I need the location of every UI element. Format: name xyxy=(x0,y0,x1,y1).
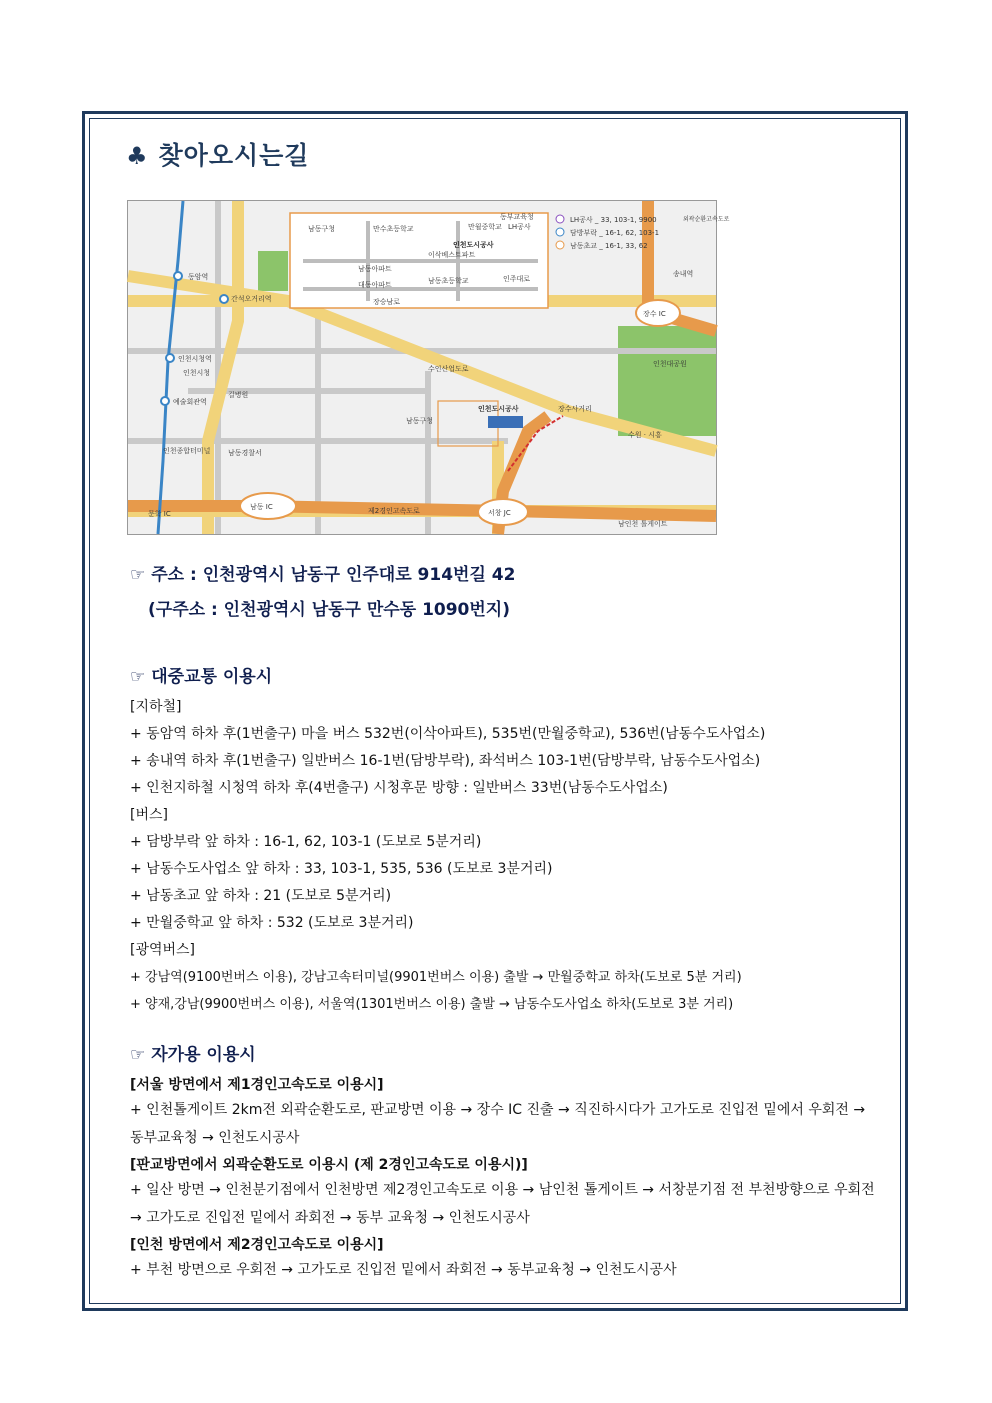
park-area-small xyxy=(258,251,288,291)
map-label: 남동구청 xyxy=(406,417,434,425)
inset-label: 인주대로 xyxy=(503,275,531,283)
subway-label: [지하철] xyxy=(130,699,182,715)
inset-label: 남동구청 xyxy=(308,225,336,233)
location-map xyxy=(127,200,730,535)
pointing-hand-icon: ☞ xyxy=(130,565,146,585)
map-label: 인천시청 xyxy=(183,369,211,377)
office-building xyxy=(488,416,523,428)
legend-item: 남동초교 _ 16-1, 33, 62 xyxy=(570,242,648,250)
inset-label: 만수초등학교 xyxy=(373,225,414,233)
inset-label: 남동아파트 xyxy=(358,265,392,273)
map-label: 남인천 톨게이트 xyxy=(618,520,668,528)
car-route1-label: [서울 방면에서 제1경인고속도로 이용시] xyxy=(130,1077,384,1093)
inset-label: 인천도시공사 xyxy=(453,241,494,249)
inset-label: 만월중학교 xyxy=(468,223,502,231)
club-icon: ♣ xyxy=(126,142,149,170)
inset-label: LH공사 xyxy=(508,223,531,231)
bus-item: + 남동수도사업소 앞 하차 : 33, 103-1, 535, 536 (도보로 3분거리) xyxy=(130,861,553,877)
pointing-hand-icon: ☞ xyxy=(130,1045,146,1065)
map-label: 인천시청역 xyxy=(178,355,212,363)
page-title-text: 찾아오시는길 xyxy=(158,141,310,170)
map-label: 장수 IC xyxy=(643,310,666,318)
car-route3-label: [인천 방면에서 제2경인고속도로 이용시] xyxy=(130,1237,384,1253)
car-route2-text: + 일산 방면 → 인천분기점에서 인천방면 제2경인고속도로 이용 → 남인천 톨게이트 → 서창분기점 전 부천방향으로 우회전 → 고가도로 진입전 밑에서 좌회전 → 동부 교육청 → 인천도시공사 xyxy=(130,1182,875,1226)
address-main: ☞ 주소 : 인천광역시 남동구 인주대로 914번길 42 xyxy=(130,565,516,585)
subway-item: + 동암역 하차 후(1번출구) 마을 버스 532번(이삭아파트), 535번(만월중학교), 536번(남동수도사업소) xyxy=(130,726,766,742)
map-label: 인천도시공사 xyxy=(478,405,519,413)
map-label: 인천종합터미널 xyxy=(163,447,211,455)
map-label: 제2경인고속도로 xyxy=(368,507,420,515)
bus-item: + 만월중학교 앞 하차 : 532 (도보로 3분거리) xyxy=(130,915,414,931)
map-label: 인천대공원 xyxy=(653,360,687,368)
map-label: 문학 IC xyxy=(148,510,171,518)
map-label: 예술회관역 xyxy=(173,398,207,406)
inset-label: 동부교육청 xyxy=(500,213,534,221)
bus-item: + 남동초교 앞 하차 : 21 (도보로 5분거리) xyxy=(130,888,392,904)
car-heading: ☞ 자가용 이용시 xyxy=(130,1045,256,1065)
inset-label: 이삭베스트파트 xyxy=(428,251,476,259)
address-old: (구주소 : 인천광역시 남동구 만수동 1090번지) xyxy=(148,600,510,620)
inset-label: 장승남로 xyxy=(373,298,401,306)
map-label: 남동경찰서 xyxy=(228,449,262,457)
subway-item: + 인천지하철 시청역 하차 후(4번출구) 시청후문 방향 : 일반버스 33번(남동수도사업소) xyxy=(130,780,668,796)
map-label: 외곽순환고속도로 xyxy=(683,216,730,223)
map-label: 송내역 xyxy=(673,270,694,278)
legend-item: LH공사 _ 33, 103-1, 9900 xyxy=(570,216,657,224)
bus-item: + 담방부락 앞 하차 : 16-1, 62, 103-1 (도보로 5분거리) xyxy=(130,834,482,850)
page-title xyxy=(126,136,309,172)
park-area xyxy=(618,326,716,436)
pointing-hand-icon: ☞ xyxy=(130,667,146,687)
map-label: 간석오거리역 xyxy=(231,295,272,303)
map-label: 수인산업도로 xyxy=(428,365,469,373)
car-route3-text: + 부천 방면으로 우회전 → 고가도로 진입전 밑에서 좌회전 → 동부교육청 → 인천도시공사 xyxy=(130,1262,677,1278)
map-svg xyxy=(128,201,730,534)
map-label: 서창 JC xyxy=(488,509,511,517)
car-route1-text: + 인천톨게이트 2km전 외곽순환도로, 판교방면 이용 → 장수 IC 진출 → 직진하시다가 고가도로 진입전 밑에서 우회전 → 동부교육청 → 인천도시공사 xyxy=(130,1102,866,1146)
public-transport-heading: ☞ 대중교통 이용시 xyxy=(130,667,273,687)
bus-label: [버스] xyxy=(130,807,168,823)
legend-item: 담방부락 _ 16-1, 62, 103-1 xyxy=(570,229,660,237)
express-bus-item: + 양재,강남(9900번버스 이용), 서울역(1301번버스 이용) 출발 → 남동수도사업소 하차(도보로 3분 거리) xyxy=(130,997,734,1012)
map-label: 남동 IC xyxy=(250,503,273,511)
map-label: 장수사거리 xyxy=(558,405,592,413)
express-bus-item: + 강남역(9100번버스 이용), 강남고속터미널(9901번버스 이용) 출발 → 만월중학교 하차(도보로 5분 거리) xyxy=(130,970,742,985)
map-label: 길병원 xyxy=(228,391,249,399)
map-label: 동암역 xyxy=(188,273,209,281)
subway-item: + 송내역 하차 후(1번출구) 일반버스 16-1번(담방부락), 좌석버스 103-1번(담방부락, 남동수도사업소) xyxy=(130,753,761,769)
inset-label: 남동초등학교 xyxy=(428,277,469,285)
car-route2-label: [판교방면에서 외곽순환도로 이용시 (제 2경인고속도로 이용시)] xyxy=(130,1157,528,1173)
map-label: 수원 · 시흥 xyxy=(628,431,662,439)
inset-label: 대동아파트 xyxy=(358,281,392,289)
express-bus-label: [광역버스] xyxy=(130,942,196,958)
